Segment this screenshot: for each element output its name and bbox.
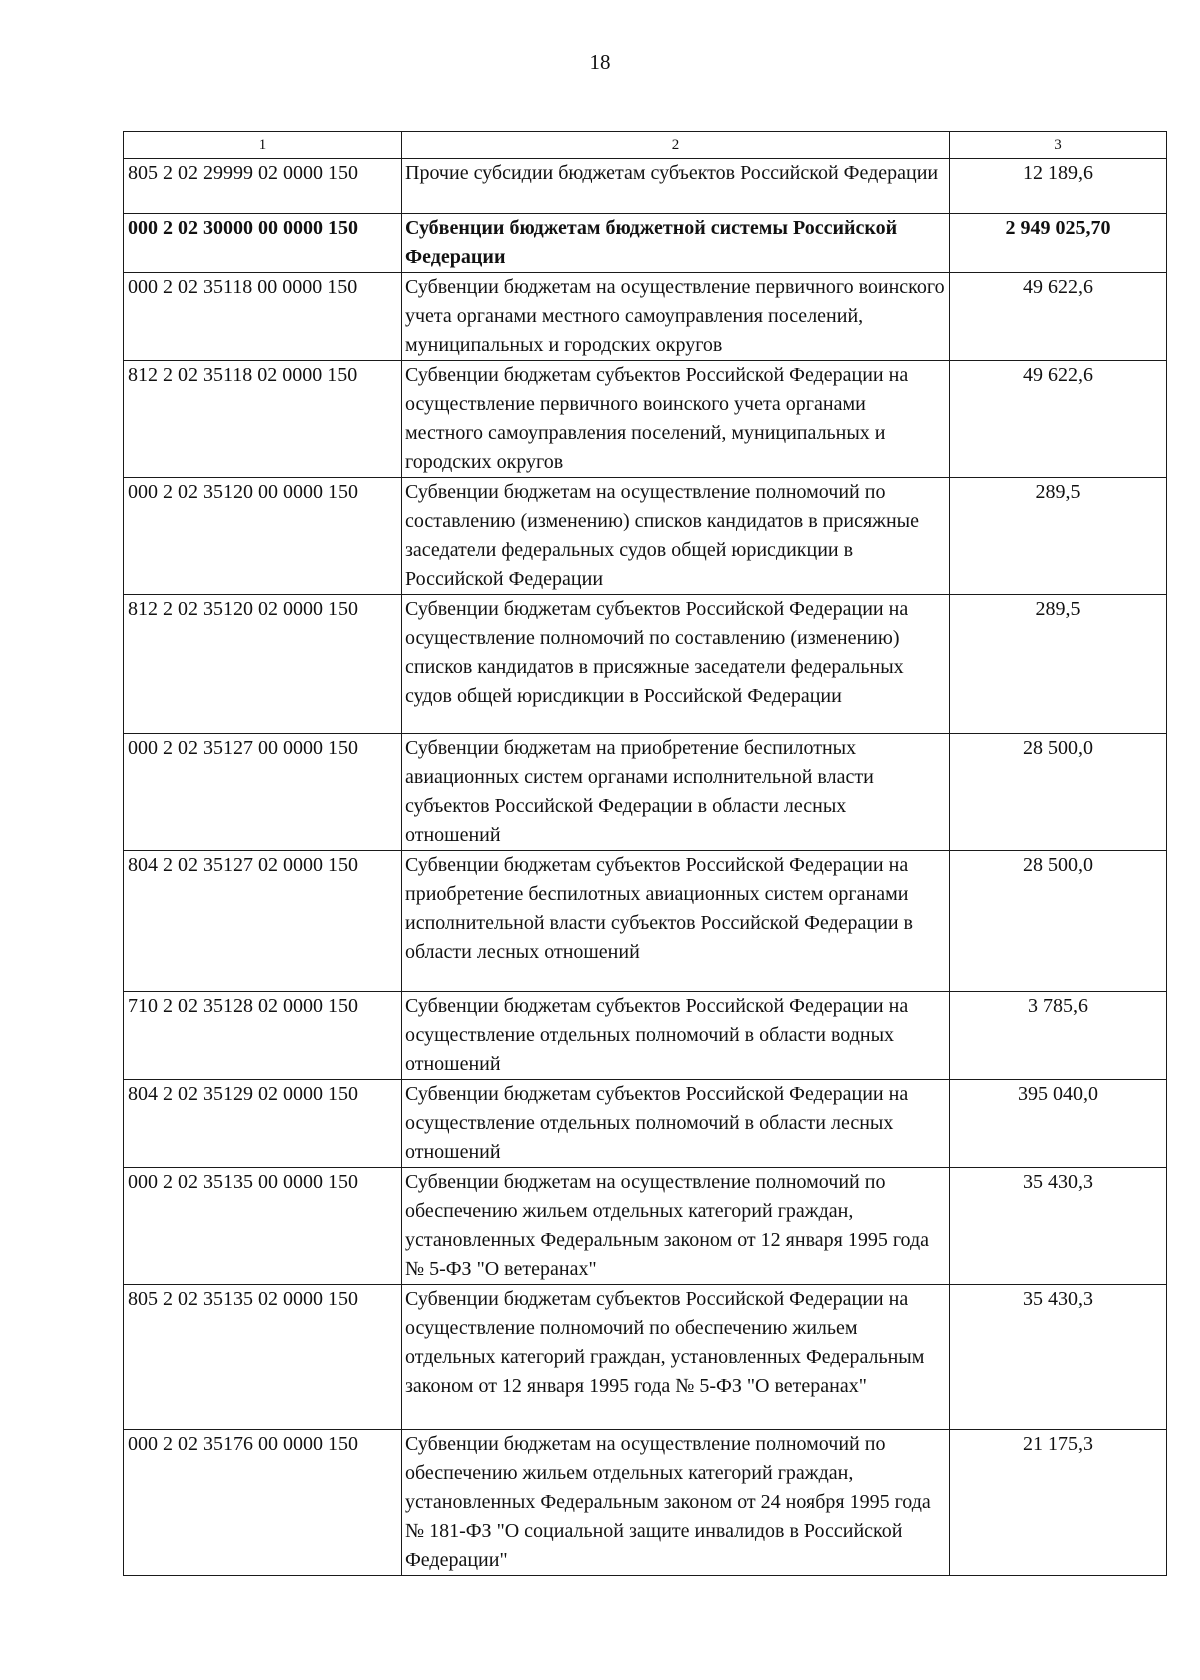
row-name-cell: Субвенции бюджетам субъектов Российской Федерации на осуществление первичного воинского учета органами местного самоуправления поселений, муниципальных и городских округов xyxy=(402,361,950,478)
row-amount-cell: 395 040,0 xyxy=(950,1080,1167,1168)
table-row xyxy=(124,1168,1167,1285)
table-row xyxy=(124,273,1167,361)
table-row xyxy=(124,1430,1167,1576)
column-header-name: 2 xyxy=(402,132,950,159)
table-row xyxy=(124,595,1167,734)
budget-revenue-table xyxy=(123,131,1167,1576)
table-row xyxy=(124,214,1167,273)
row-code-cell: 804 2 02 35129 02 0000 150 xyxy=(124,1080,402,1168)
row-amount-cell: 289,5 xyxy=(950,595,1167,734)
table-row xyxy=(124,1285,1167,1430)
row-name-cell: Субвенции бюджетам субъектов Российской Федерации на осуществление отдельных полномочий в области лесных отношений xyxy=(402,1080,950,1168)
row-code-cell: 812 2 02 35120 02 0000 150 xyxy=(124,595,402,734)
page-number: 18 xyxy=(589,50,611,74)
row-amount-cell: 35 430,3 xyxy=(950,1168,1167,1285)
row-name-cell: Субвенции бюджетам бюджетной системы Российской Федерации xyxy=(402,214,950,273)
row-name-cell: Субвенции бюджетам субъектов Российской Федерации на приобретение беспилотных авиационных систем органами исполнительной власти субъектов Российской Федерации в области лесных отношений xyxy=(402,851,950,992)
table-row xyxy=(124,851,1167,992)
row-code-cell: 000 2 02 30000 00 0000 150 xyxy=(124,214,402,273)
row-name-cell: Субвенции бюджетам на осуществление первичного воинского учета органами местного самоуправления поселений, муниципальных и городских округов xyxy=(402,273,950,361)
row-name-cell: Субвенции бюджетам субъектов Российской Федерации на осуществление полномочий по обеспечению жильем отдельных категорий граждан, установленных Федеральным законом от 12 января 1995 года № 5-ФЗ "О ветеранах" xyxy=(402,1285,950,1430)
table-row xyxy=(124,1080,1167,1168)
row-code-cell: 804 2 02 35127 02 0000 150 xyxy=(124,851,402,992)
table-header-row xyxy=(124,132,1167,159)
row-code-cell: 805 2 02 29999 02 0000 150 xyxy=(124,159,402,214)
row-code-cell: 812 2 02 35118 02 0000 150 xyxy=(124,361,402,478)
row-code-cell: 710 2 02 35128 02 0000 150 xyxy=(124,992,402,1080)
row-amount-cell: 21 175,3 xyxy=(950,1430,1167,1576)
table-row xyxy=(124,734,1167,851)
row-amount-cell: 12 189,6 xyxy=(950,159,1167,214)
row-amount-cell: 3 785,6 xyxy=(950,992,1167,1080)
row-code-cell: 000 2 02 35135 00 0000 150 xyxy=(124,1168,402,1285)
row-code-cell: 000 2 02 35120 00 0000 150 xyxy=(124,478,402,595)
row-amount-cell: 49 622,6 xyxy=(950,361,1167,478)
table-row xyxy=(124,159,1167,214)
column-header-code: 1 xyxy=(124,132,402,159)
row-name-cell: Субвенции бюджетам субъектов Российской Федерации на осуществление отдельных полномочий в области водных отношений xyxy=(402,992,950,1080)
row-code-cell: 000 2 02 35176 00 0000 150 xyxy=(124,1430,402,1576)
table-row xyxy=(124,992,1167,1080)
row-name-cell: Субвенции бюджетам на осуществление полномочий по обеспечению жильем отдельных категорий граждан, установленных Федеральным законом от 12 января 1995 года № 5-ФЗ "О ветеранах" xyxy=(402,1168,950,1285)
table-row xyxy=(124,361,1167,478)
table-body xyxy=(124,132,1167,1576)
row-code-cell: 000 2 02 35118 00 0000 150 xyxy=(124,273,402,361)
row-name-cell: Субвенции бюджетам на осуществление полномочий по обеспечению жильем отдельных категорий граждан, установленных Федеральным законом от 24 ноября 1995 года № 181-ФЗ "О социальной защите инвалидов в Российской Федерации" xyxy=(402,1430,950,1576)
row-name-cell: Прочие субсидии бюджетам субъектов Российской Федерации xyxy=(402,159,950,214)
row-amount-cell: 35 430,3 xyxy=(950,1285,1167,1430)
row-amount-cell: 28 500,0 xyxy=(950,734,1167,851)
row-amount-cell: 289,5 xyxy=(950,478,1167,595)
row-name-cell: Субвенции бюджетам на приобретение беспилотных авиационных систем органами исполнительной власти субъектов Российской Федерации в области лесных отношений xyxy=(402,734,950,851)
table-row xyxy=(124,478,1167,595)
row-amount-cell: 28 500,0 xyxy=(950,851,1167,992)
row-name-cell: Субвенции бюджетам на осуществление полномочий по составлению (изменению) списков кандидатов в присяжные заседатели федеральных судов общей юрисдикции в Российской Федерации xyxy=(402,478,950,595)
row-name-cell: Субвенции бюджетам субъектов Российской Федерации на осуществление полномочий по составлению (изменению) списков кандидатов в присяжные заседатели федеральных судов общей юрисдикции в Российской Федерации xyxy=(402,595,950,734)
row-amount-cell: 49 622,6 xyxy=(950,273,1167,361)
row-code-cell: 805 2 02 35135 02 0000 150 xyxy=(124,1285,402,1430)
row-amount-cell: 2 949 025,70 xyxy=(950,214,1167,273)
row-code-cell: 000 2 02 35127 00 0000 150 xyxy=(124,734,402,851)
column-header-amount: 3 xyxy=(950,132,1167,159)
